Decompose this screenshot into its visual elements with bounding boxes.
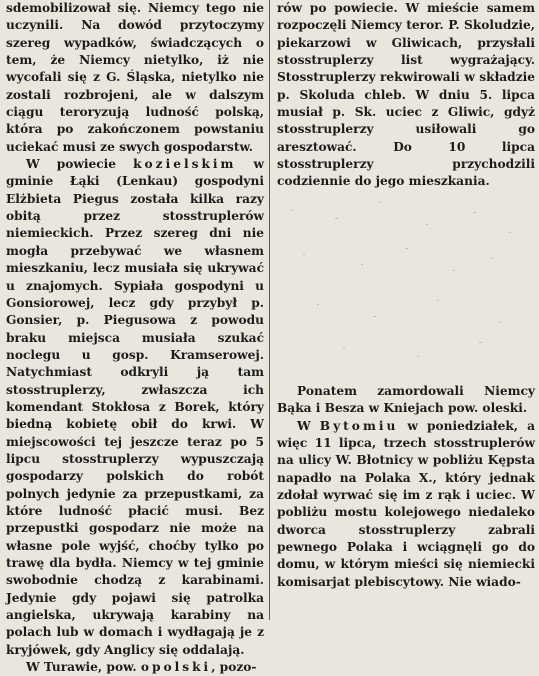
paragraph-text: w gminie Łąki (Lenkau) gospodyni Elżbieta Piegus została kilka razy obitą przez stosstruplerów niemieckich. Przez szereg dni nie mogła przebywać we własnem mieszkaniu, lecz musiała się ukrywać u znajomych. Sypiała gospodyni u Gonsiorowej, lecz gdy przybył p. Gonsier, p. Piegusowa z powodu braku miejsca musiała szukać noclegu u gosp. Kramserowej. Natychmiast odkryli ją tam stosstruplerzy, zwłaszcza ich komendant Stokłosa z Borek, który biedną kobietę obił do krwi. W miejscowości tej jeszcze teraz po 5 lipcu stosstruplerzy wypuszczają gospodarzy polskich do robót polnych jedynie za przepustkami, za które ludność płacić musi. Bez przepustki gospodarz nie może na własne pole wyjść, choćby tylko po trawę dla bydła. Niemcy w tej gminie swobodnie chodzą z karabinami. Jedynie gdy pojawi się patrolka angielska, ukrywają karabiny na polach lub w domach i wydłagają je z kryjówek, gdy Anglicy się oddalają. (6, 157, 264, 657)
paragraph: rów po powiecie. W mieście samem rozpoczęli Niemcy teror. P. Skoludzie, piekarzowi w Gliwicach, przysłali stosstruplerzy list wygrażający. Stosstruplerzy rekwirowali w składzie p. Skoluda chleb. W dniu 5. lipca musiał p. Sk. uciec z Gliwic, gdyż stosstruplerzy usiłowali go aresztować. Do 10 lipca stosstruplerzy przychodzili codziennie do jego mieszkania. (277, 1, 535, 189)
paragraph-text: w poniedziałek, a więc 11 lipca, trzech stosstruplerów na ulicy W. Błotnicy w pobliżu Kępsta napadło na Polaka X., który jednak zdołał wyrwać się im z rąk i uciec. W pobliżu mostu kolejowego niedaleko dworca stosstruplerzy zabrali pewnego Polaka i wciągnęli go do domu, w którym mieści się niemiecki komisarjat plebiscytowy. Nie wiado- (277, 418, 535, 589)
paragraph-text: W (297, 418, 320, 433)
place-name: Bytomiu (319, 418, 399, 433)
place-name: kozielskim (133, 157, 237, 172)
paragraph-text: W Turawie, pow. (26, 660, 141, 675)
place-name: opolski (140, 660, 212, 675)
column-rule (269, 0, 270, 620)
paragraph (6, 156, 264, 659)
paragraph (6, 659, 264, 676)
paragraph (277, 418, 535, 591)
right-column (277, 0, 535, 191)
paragraph: sdemobilizował się. Niemcy tego nie uczynili. Na dowód przytoczymy szereg wypadków, świadczących o tem, że Niemcy nietylko, iż nie wycofali się z G. Śląska, nietylko nie zostali rozbrojeni, ale w dalszym ciągu teroryzują ludność polską, która po zakończonem powstaniu uciekać musi ze swych gospodarstw. (6, 1, 264, 154)
paragraph: Ponatem zamordowali Niemcy Bąka i Besza w Kniejach pow. oleski. (277, 384, 535, 416)
censored-blank-area (277, 172, 535, 377)
paragraph-text: , pozo- (211, 660, 257, 675)
right-column-lower (277, 383, 535, 591)
paragraph-text: W powiecie (26, 157, 134, 172)
left-column (6, 0, 264, 676)
